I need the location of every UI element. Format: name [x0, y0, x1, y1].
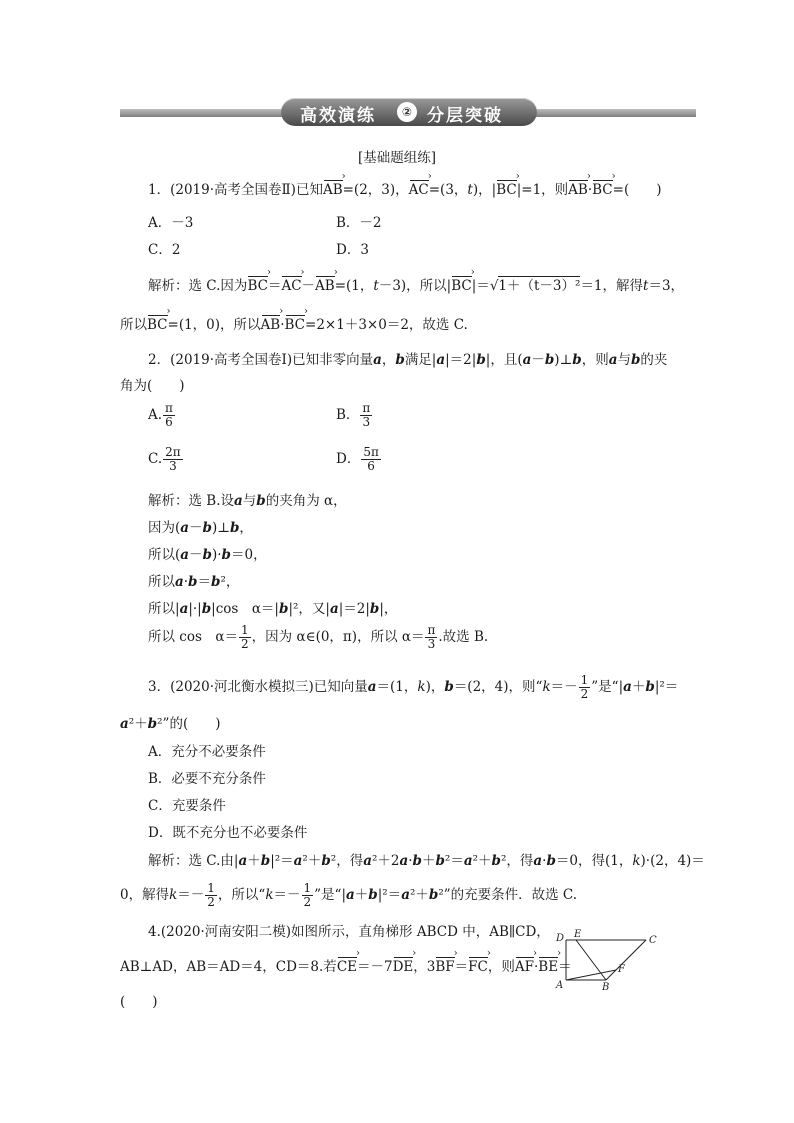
banner-badge: ②: [397, 102, 417, 122]
banner-left-text: 高效演练: [300, 106, 376, 126]
label-b: B: [602, 982, 610, 992]
label-e: E: [574, 929, 582, 940]
q1-stem: 1．(2019·高考全国卷Ⅱ)已知AB ›=(2，3)，AC ›=(3，t)，|BC ›|=1，则AB ›·BC ›=( ): [148, 178, 662, 198]
q2-option-a: A. $\frac{\pi}{6}$: [148, 401, 173, 429]
label-c: C: [649, 935, 657, 946]
q2-option-c: C. $\frac{2\pi}{3}$: [148, 445, 181, 473]
q2-solution-line1: 解析：选 B.设a与b的夹角为 α，: [148, 493, 347, 509]
q3-option-c: C．充要条件: [148, 798, 226, 814]
trapezoid-figure: [550, 928, 670, 992]
banner-line-left: [120, 109, 288, 117]
banner-right-text: 分层突破: [427, 106, 503, 126]
banner-line-right: [530, 109, 696, 117]
q2-solution-line6: 所以 cos α＝ $\frac{1}{2}$ ，因为 α∈(0，π)，所以 α＝ $\frac{\pi}{3}$ .故选 B.: [148, 623, 489, 651]
q2-solution-line3: 所以(a－b)·b＝0，: [148, 547, 267, 563]
segment-be: [576, 940, 606, 980]
q3-option-a: A．充分不必要条件: [148, 744, 266, 760]
label-d: D: [556, 933, 565, 944]
section-title: [基础题组练]: [357, 150, 437, 166]
q4-answer-paren: ( ): [120, 994, 158, 1010]
q3-stem-line1: 3．(2020·河北衡水模拟三)已知向量a＝(1，k)，b＝(2，4)，则“k＝－ $\frac{1}{2}$ ”是“|a＋b|²＝: [148, 673, 679, 701]
q2-option-d: D． $\frac{5\pi}{6}$: [336, 445, 379, 473]
q3-option-b: B．必要不充分条件: [148, 771, 266, 787]
q3-option-d: D．既不充分也不必要条件: [148, 825, 308, 841]
q4-stem-line1: 4.(2020·河南安阳二模)如图所示，直角梯形 ABCD 中，AB∥CD，: [148, 924, 550, 940]
q4-stem-line2: AB⊥AD，AB＝AD＝4，CD＝8.若CE ›＝－7DE ›，3BF ›＝FC ›，则AF ›·BE ›＝: [120, 955, 572, 975]
q3-solution-line2: 0，解得k＝－ $\frac{1}{2}$ ，所以“k＝－ $\frac{1}{2}$ ”是“|a＋b|²＝a²＋b²”的充要条件．故选 C.: [120, 881, 578, 909]
q1-option-d: D．3: [336, 242, 369, 258]
q2-solution-line2: 因为(a－b)⊥b，: [148, 520, 253, 536]
q2-solution-line4: 所以a·b＝b²，: [148, 574, 240, 590]
q3-solution-line1: 解析：选 C.由|a＋b|²＝a²＋b²，得a²＋2a·b＋b²＝a²＋b²，得a·b＝0，得(1，k)·(2，4)＝: [148, 853, 705, 869]
q1-option-c: C．2: [148, 242, 181, 258]
q1-option-a: A．－3: [148, 215, 194, 231]
q2-stem-line1: 2．(2019·高考全国卷Ⅰ)已知非零向量a，b满足|a|＝2|b|，且(a－b)⊥b，则a与b的夹: [148, 352, 668, 368]
q1-option-b: B．－2: [336, 215, 382, 231]
side-bc: [606, 940, 646, 980]
q1-solution-line1: 解析：选 C.因为BC ›＝AC ›－AB ›=(1，t－3)，所以|BC ›|＝√1＋（t－3）²＝1，解得t＝3，: [148, 274, 684, 294]
label-f: F: [618, 964, 625, 975]
label-a: A: [556, 980, 564, 991]
q2-solution-line5: 所以|a|·|b|cos α＝|b|²，又|a|＝2|b|，: [148, 601, 398, 617]
segment-af: [566, 970, 616, 980]
q2-option-b: B． $\frac{\pi}{3}$: [336, 401, 371, 429]
q1-solution-line2: 所以BC ›=(1，0)，所以AB ›·BC ›=2×1＋3×0＝2，故选 C.: [120, 313, 468, 333]
q3-stem-line2: a²＋b²”的( ): [120, 716, 221, 732]
q2-stem-line2: 角为( ): [120, 378, 185, 394]
